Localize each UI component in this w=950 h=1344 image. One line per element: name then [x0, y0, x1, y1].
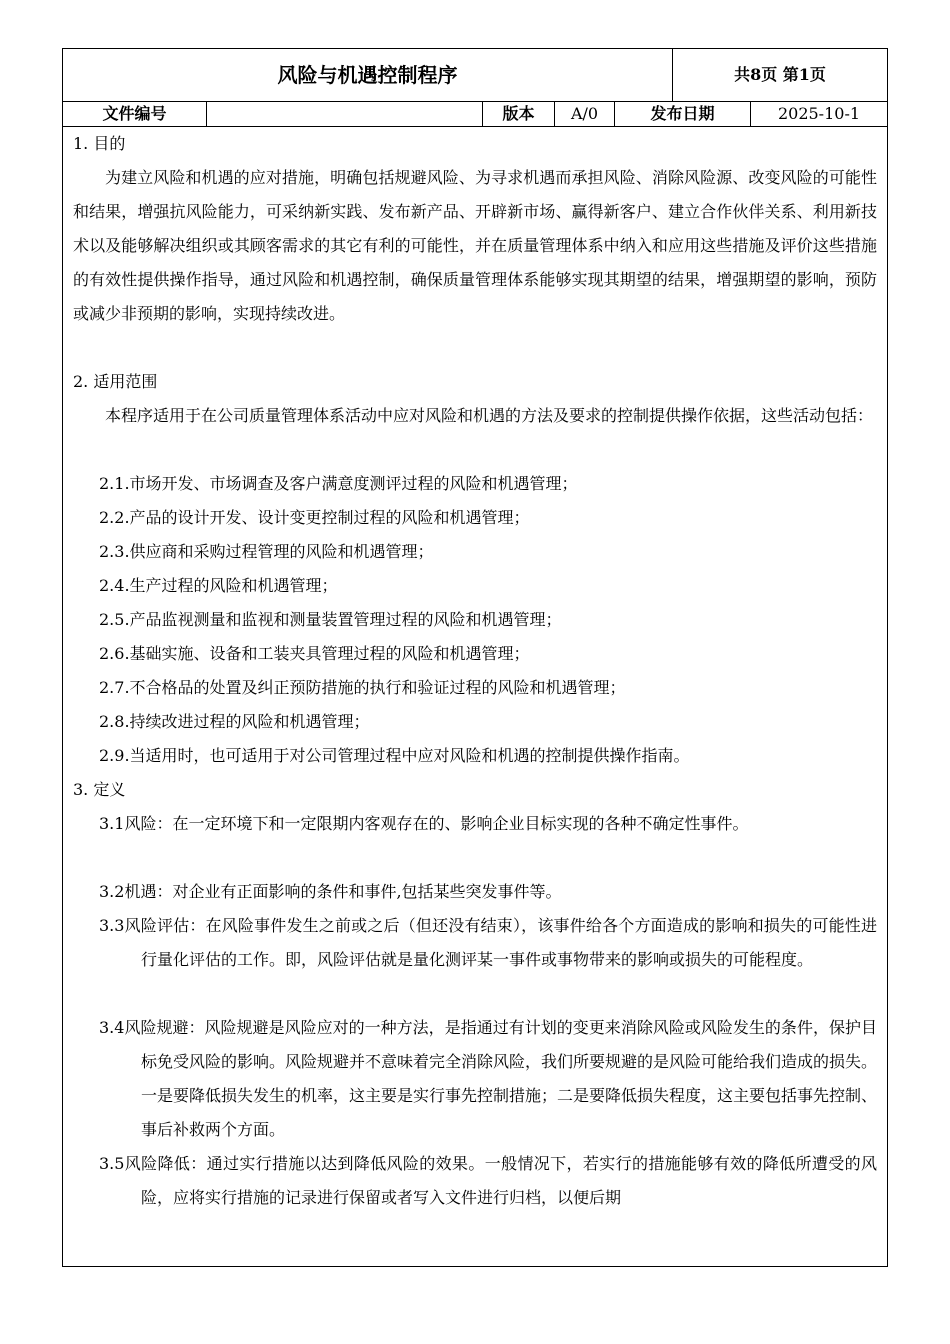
page-count: 共8页 第1页 — [734, 65, 826, 84]
scope-item: 2.8.持续改进过程的风险和机遇管理； — [99, 712, 370, 731]
definition-risk-avoidance: 3.4风险规避：风险规避是风险应对的一种方法，是指通过有计划的变更来消除风险或风险发生的条件，保护目标免受风险的影响。风险规避并不意味着完全消除风险，我们所要规避的是风险可能给我们造成的损失。一是要降低损失发生的机率，这主要是实行事先控制措施；二是要降低损失程度，这主要包括事先控制、事后补救两个方面。 — [99, 1018, 878, 1139]
version-value: A/0 — [555, 101, 615, 126]
version-label: 版本 — [483, 101, 555, 126]
scope-item: 2.5.产品监视测量和监视和测量装置管理过程的风险和机遇管理； — [99, 610, 562, 629]
definition-risk: 3.1风险：在一定环境下和一定限期内客观存在的、影响企业目标实现的各种不确定性事件。 — [99, 814, 749, 833]
date-value: 2025-10-1 — [777, 104, 861, 123]
scope-item: 2.7.不合格品的处置及纠正预防措施的执行和验证过程的风险和机遇管理； — [99, 678, 626, 697]
scope-item: 2.2.产品的设计开发、设计变更控制过程的风险和机遇管理； — [99, 508, 530, 527]
section-3-heading: 3. 定义 — [73, 780, 126, 799]
document-body — [63, 127, 887, 1267]
scope-item: 2.9.当适用时，也可适用于对公司管理过程中应对风险和机遇的控制提供操作指南。 — [99, 746, 690, 765]
definition-opportunity: 3.2机遇：对企业有正面影响的条件和事件,包括某些突发事件等。 — [99, 882, 562, 901]
definition-risk-reduction: 3.5风险降低：通过实行措施以达到降低风险的效果。一般情况下，若实行的措施能够有效的降低所遭受的风险，应将实行措施的记录进行保留或者写入文件进行归档，以便后期 — [99, 1154, 877, 1207]
info-row — [63, 101, 887, 127]
doc-no-label: 文件编号 — [63, 101, 207, 126]
scope-item: 2.3.供应商和采购过程管理的风险和机遇管理； — [99, 542, 434, 561]
section-1-heading: 1. 目的 — [73, 134, 126, 153]
title-row — [63, 49, 887, 102]
scope-item: 2.4.生产过程的风险和机遇管理； — [99, 576, 338, 595]
date-label: 发布日期 — [615, 101, 751, 126]
doc-no-value — [207, 101, 483, 126]
document-frame — [62, 48, 888, 1267]
definition-risk-assessment: 3.3风险评估：在风险事件发生之前或之后（但还没有结束），该事件给各个方面造成的影响和损失的可能性进行量化评估的工作。即，风险评估就是量化测评某一事件或事物带来的影响或损失的可能程度。 — [99, 916, 877, 969]
document-title: 风险与机遇控制程序 — [63, 49, 673, 101]
section-2-body: 本程序适用于在公司质量管理体系活动中应对风险和机遇的方法及要求的控制提供操作依据，这些活动包括： — [105, 406, 874, 425]
scope-item: 2.1.市场开发、市场调查及客户满意度测评过程的风险和机遇管理； — [99, 474, 578, 493]
section-1-body: 为建立风险和机遇的应对措施，明确包括规避风险、为寻求机遇而承担风险、消除风险源、改变风险的可能性和结果，增强抗风险能力，可采纳新实践、发布新产品、开辟新市场、赢得新客户、建立合作伙伴关系、利用新技术以及能够解决组织或其顾客需求的其它有利的可能性，并在质量管理体系中纳入和应用这些措施及评价这些措施的有效性提供操作指导，通过风险和机遇控制，确保质量管理体系能够实现其期望的结果，增强期望的影响，预防或减少非预期的影响，实现持续改进。 — [73, 168, 877, 323]
section-2-heading: 2. 适用范围 — [73, 372, 158, 391]
scope-item: 2.6.基础实施、设备和工装夹具管理过程的风险和机遇管理； — [99, 644, 530, 663]
